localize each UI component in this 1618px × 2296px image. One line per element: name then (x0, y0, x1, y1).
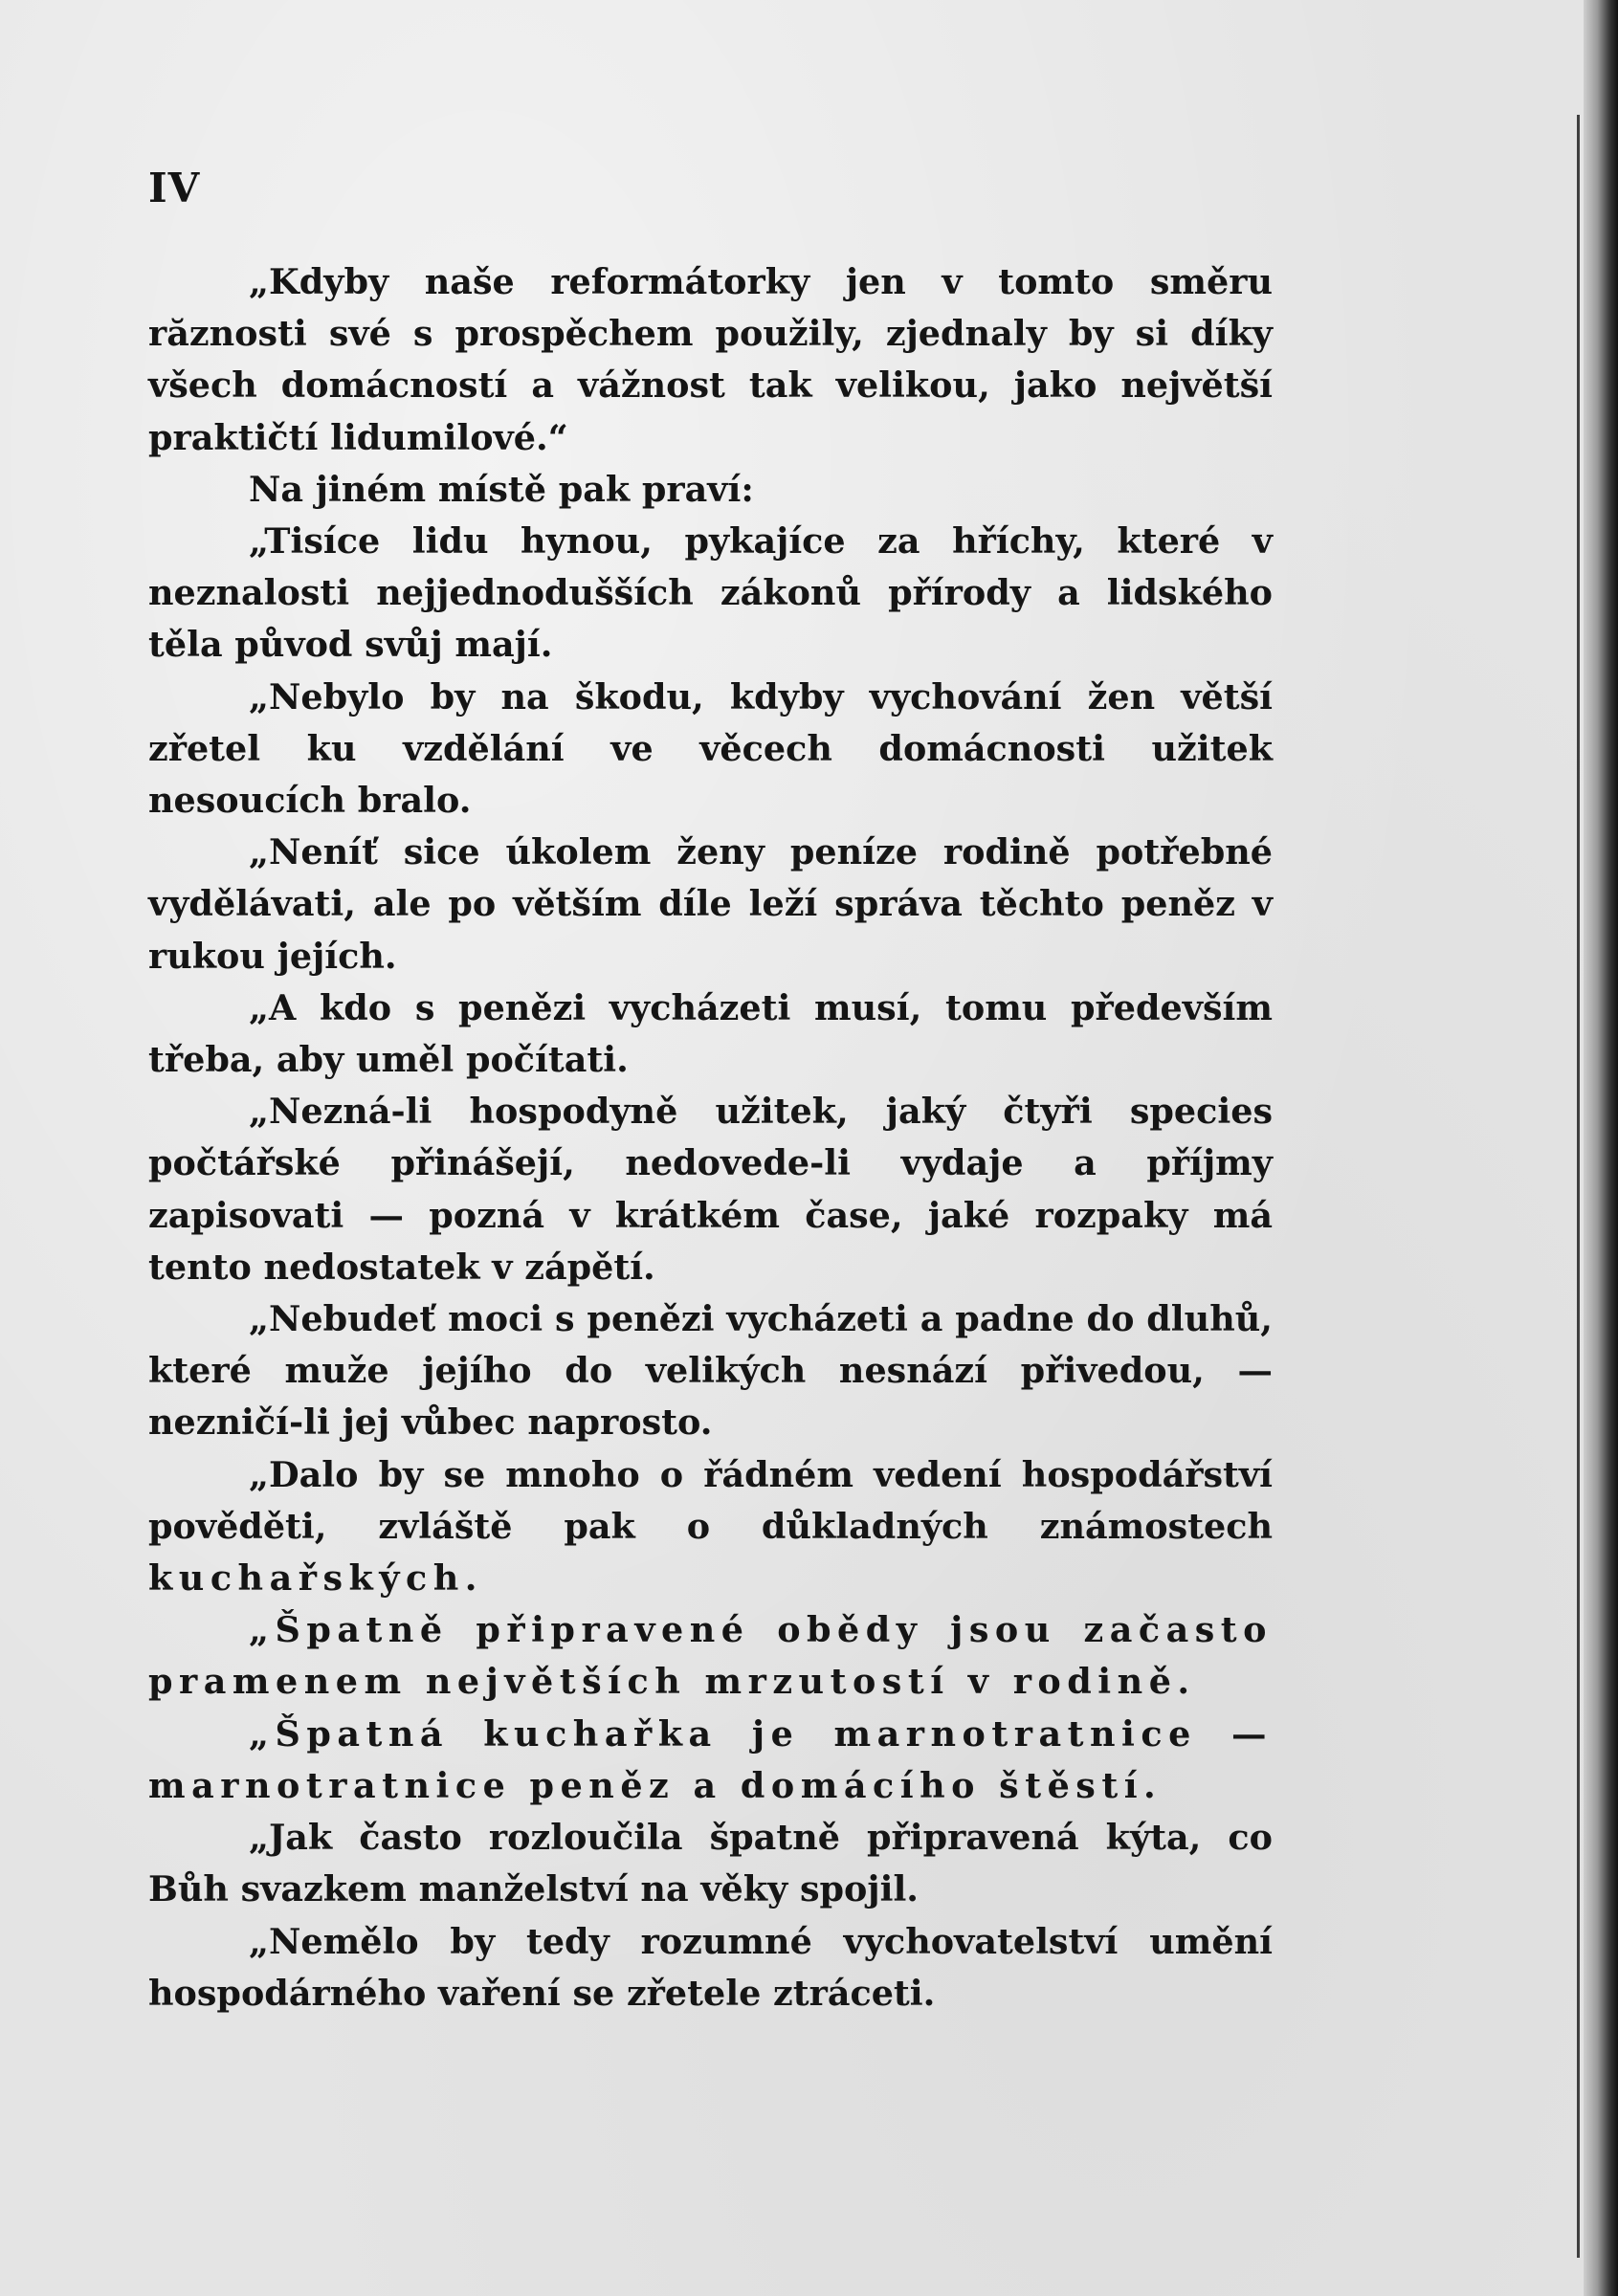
binding-line (1577, 115, 1580, 2258)
paragraph-3: „Tisíce lidu hynou, pykajíce za hříchy, které v neznalosti nejjednodušších zákonů přírody a lidského těla původ svůj mají. (148, 520, 1273, 666)
paragraph-6: „A kdo s penězi vycházeti musí, tomu především třeba, aby uměl počítati. (148, 986, 1273, 1081)
paragraph-11: „Špatná kuchařka je marnotratnice — marnotratnice peněz a domácího štěstí. (148, 1712, 1273, 1806)
paragraph-4: „Nebylo by na škodu, kdyby vychování žen větší zřetel ku vzdělání ve věcech domácnosti užitek nesoucích bralo. (148, 675, 1273, 822)
page-number: IV (148, 165, 201, 211)
paragraph-2: Na jiném místě pak praví: (249, 468, 754, 510)
paragraph-8: „Nebudeť moci s penězi vycházeti a padne do dluhů, které muže jejího do velikých nesnází přivedou, — nezničí-li jej vůbec naprosto. (148, 1298, 1273, 1444)
paragraph-1: „Kdyby naše reformátorky jen v tomto směru răznosti své s prospěchem použily, zjednaly by si díky všech domácností a vážnost tak velikou, jako největší praktičtí lidumilové.“ (148, 261, 1273, 458)
paragraph-9-emphasis: kuchařských (148, 1557, 465, 1600)
page-edge-shadow (1584, 0, 1618, 2296)
body-text (148, 256, 1273, 2020)
paragraph-9-end: . (464, 1557, 477, 1600)
paragraph-10: „Špatně připravené obědy jsou začasto pramenem největších mrzutostí v rodině. (148, 1609, 1273, 1703)
paragraph-12: „Jak často rozloučila špatně připravená kýta, co Bůh svazkem manželství na věky spojil. (148, 1817, 1273, 1910)
paragraph-9-start: „Dalo by se mnoho o řádném vedení hospodářství pověděti, zvláště pak o důkladných známostech (148, 1453, 1273, 1547)
paragraph-7: „Nezná-li hospodyně užitek, jaký čtyři species počtářské přinášejí, nedovede-li vydaje a příjmy zapisovati — pozná v krátkém čase, jaké rozpaky má tento nedostatek v zápětí. (148, 1091, 1273, 1288)
paragraph-9 (148, 1449, 1273, 1605)
paragraph-5: „Neníť sice úkolem ženy peníze rodině potřebné vydělávati, ale po větším díle leží správa těchto peněz v rukou jejích. (148, 831, 1273, 977)
paragraph-13: „Nemělo by tedy rozumné vychovatelství umění hospodárného vaření se zřetele ztráceti. (148, 1920, 1273, 2014)
